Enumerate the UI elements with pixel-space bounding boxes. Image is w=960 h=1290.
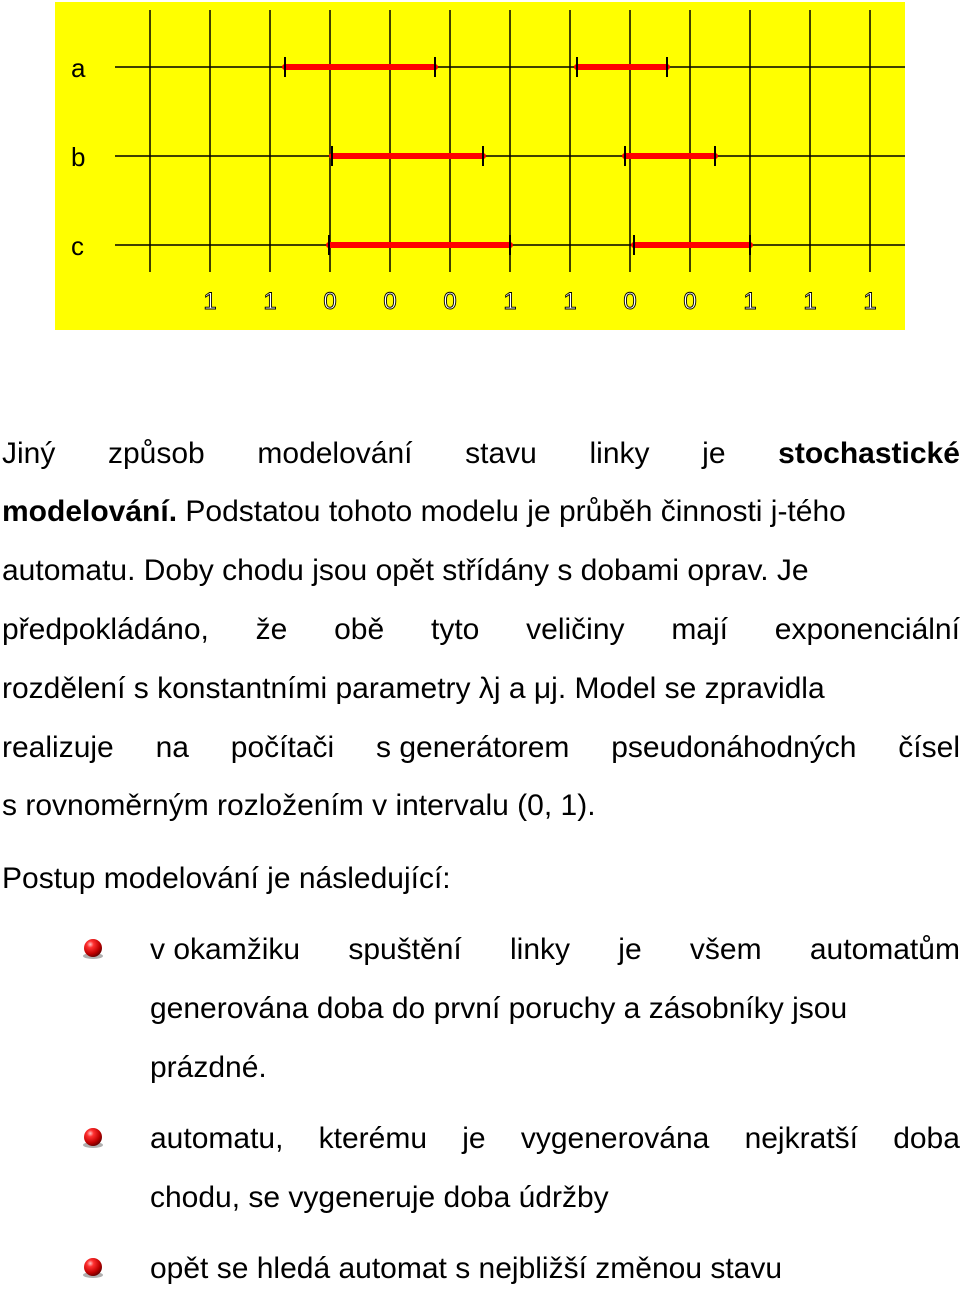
paragraph-line-7 [2,788,960,824]
state-value: 0 [443,288,457,315]
line-text: opět se hledá automat s nejbližší změnou stavu [150,1252,783,1285]
list-item-1-line-1 [150,932,960,968]
word: doba [893,1122,960,1155]
word: realizuje [2,731,114,764]
line-text: rozdělení s konstantními parametry λj a μj. Model se zpravidla [2,672,825,705]
paragraph-line-6 [2,730,960,766]
word: veličiny [526,613,625,646]
word: všem [689,933,762,966]
word: automatům [809,933,960,966]
row-label-b: b [71,142,86,172]
word: počítači [230,731,335,764]
red-ball-bullet-icon [80,936,106,962]
list-item-2-line-2 [150,1180,609,1216]
word: exponenciální [774,613,960,646]
paragraph-line-2 [2,494,960,530]
word: stavu [465,437,537,470]
paragraph-line-1 [2,436,960,472]
line-text: automatu. Doby chodu jsou opět střídány s dobami oprav. Je [2,554,809,587]
timing-diagram [55,2,905,330]
state-value: 0 [623,288,637,315]
word: linky [589,437,650,470]
line-text: s rovnoměrným rozložením v intervalu (0, 1). [2,789,596,822]
word: obě [334,613,385,646]
heading-text: Postup modelování je následující: [2,862,451,895]
list-item-2-line-1 [150,1121,960,1157]
red-ball-bullet-icon [80,1125,106,1151]
word: na [155,731,189,764]
word: pseudonáhodných [611,731,857,764]
list-item-1-line-3 [150,1050,267,1086]
word: modelování [257,437,413,470]
state-value: 0 [383,288,397,315]
line-text: generována doba do první poruchy a zásobníky jsou [150,992,848,1025]
word: způsob [108,437,205,470]
row-label-a: a [71,53,86,83]
word: je [462,1122,486,1155]
word: automatu, [150,1122,284,1155]
row-label-c: c [71,231,84,261]
word: s generátorem [375,731,570,764]
word: je [702,437,726,470]
word: nejkratší [744,1122,858,1155]
state-value: 1 [863,288,877,315]
state-value: 0 [683,288,697,315]
state-value: 1 [203,288,217,315]
bold-term: stochastické [778,437,960,470]
paragraph-line-4 [2,612,960,648]
state-value: 1 [503,288,517,315]
word: je [618,933,642,966]
procedure-heading [2,861,451,897]
paragraph-line-3 [2,553,960,589]
word: že [255,613,288,646]
state-value: 1 [743,288,757,315]
list-item-3-line-1 [150,1251,782,1287]
state-value: 1 [263,288,277,315]
word: linky [510,933,571,966]
line-text: prázdné. [150,1051,267,1084]
word: v okamžiku [150,933,301,966]
state-value: 1 [563,288,577,315]
state-value: 0 [323,288,337,315]
word: Jiný [2,437,56,470]
word: čísel [898,731,960,764]
list-item-1-line-2 [150,991,847,1027]
word: kterému [318,1122,428,1155]
line-text: Podstatou tohoto modelu je průběh činnosti j-tého [177,495,846,528]
state-value: 1 [803,288,817,315]
word: spuštění [348,933,462,966]
word: tyto [430,613,480,646]
paragraph-line-5 [2,671,960,707]
bold-term: modelování. [2,495,178,528]
timing-diagram-svg [55,2,905,330]
red-ball-bullet-icon [80,1255,106,1281]
word: mají [671,613,728,646]
line-text: chodu, se vygeneruje doba údržby [150,1181,609,1214]
word: předpokládáno, [2,613,209,646]
word: vygenerována [520,1122,710,1155]
